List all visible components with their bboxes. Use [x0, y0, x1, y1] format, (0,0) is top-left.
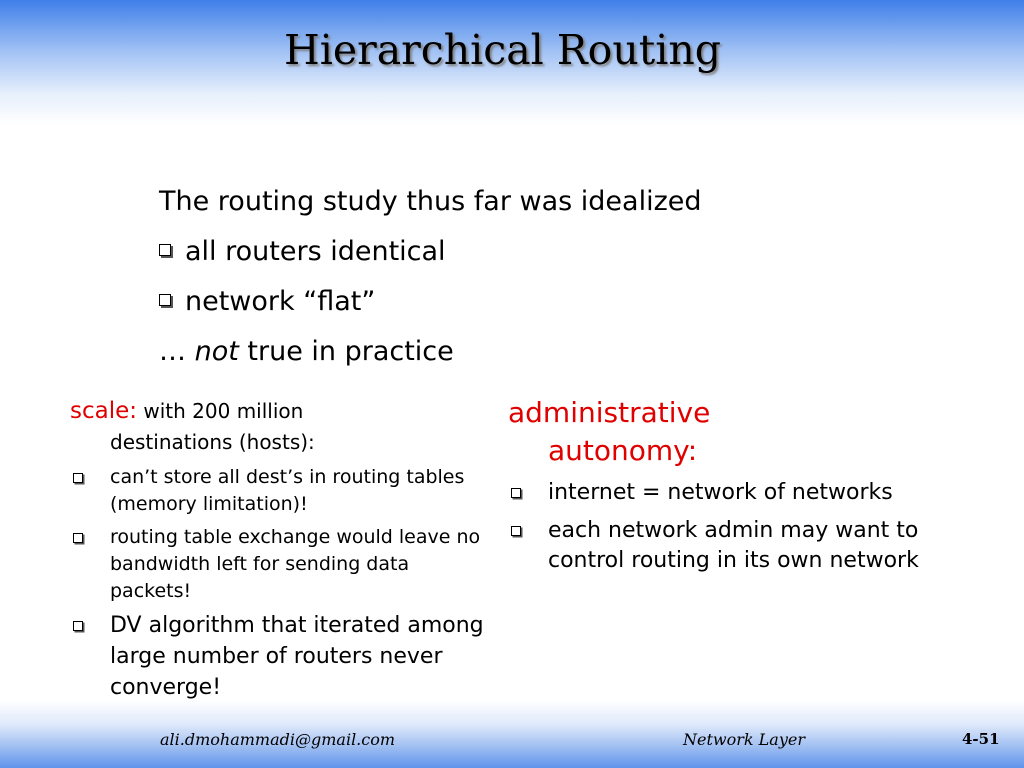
page-number: 4-51 — [962, 730, 1000, 748]
autonomy-heading-line-2: autonomy: — [548, 434, 698, 467]
scale-column — [70, 396, 490, 703]
square-bullet-icon — [511, 526, 521, 536]
list-item-text: can’t store all dest’s in routing tables (memory limitation)! — [110, 466, 465, 515]
intro-bullet-text: network “flat” — [185, 286, 376, 317]
footer-gradient — [0, 700, 1024, 768]
autonomy-heading-line-1: administrative — [508, 396, 711, 429]
scale-label: scale: — [70, 398, 138, 424]
autonomy-heading — [508, 394, 948, 470]
intro-lead: The routing study thus far was idealized — [159, 186, 702, 217]
tail-text: true in practice — [238, 336, 454, 367]
intro-bullet-text: all routers identical — [185, 236, 446, 267]
intro-bullet-item — [159, 227, 859, 277]
scale-heading-text: with 200 million — [137, 399, 304, 423]
square-bullet-icon — [73, 533, 83, 543]
list-item — [70, 610, 490, 703]
list-item-text: DV algorithm that iterated among large number of routers never converge! — [110, 613, 484, 700]
list-item — [70, 464, 490, 518]
square-bullet-icon — [159, 244, 171, 256]
footer-email: ali.dmohammadi@gmail.com — [160, 730, 396, 749]
list-item-text: internet = network of networks — [548, 480, 893, 505]
list-item-text: each network admin may want to control routing in its own network — [548, 518, 919, 573]
list-item — [70, 524, 490, 605]
list-item-text: routing table exchange would leave no bandwidth left for sending data packets! — [110, 526, 481, 602]
square-bullet-icon — [511, 488, 521, 498]
list-item — [508, 516, 948, 576]
autonomy-column — [508, 394, 948, 576]
intro-tail — [159, 327, 859, 377]
square-bullet-icon — [73, 621, 83, 631]
list-item — [508, 478, 948, 508]
emphasis-text: not — [194, 336, 239, 367]
footer-section: Network Layer — [683, 730, 805, 749]
scale-heading — [70, 396, 490, 458]
square-bullet-icon — [159, 294, 171, 306]
scale-heading-text-2: destinations (hosts): — [110, 430, 315, 454]
intro-block — [159, 177, 859, 377]
ellipsis-text: … — [159, 336, 195, 367]
square-bullet-icon — [73, 473, 83, 483]
slide-title: Hierarchical Routing — [283, 26, 721, 74]
intro-bullet-item — [159, 277, 859, 327]
